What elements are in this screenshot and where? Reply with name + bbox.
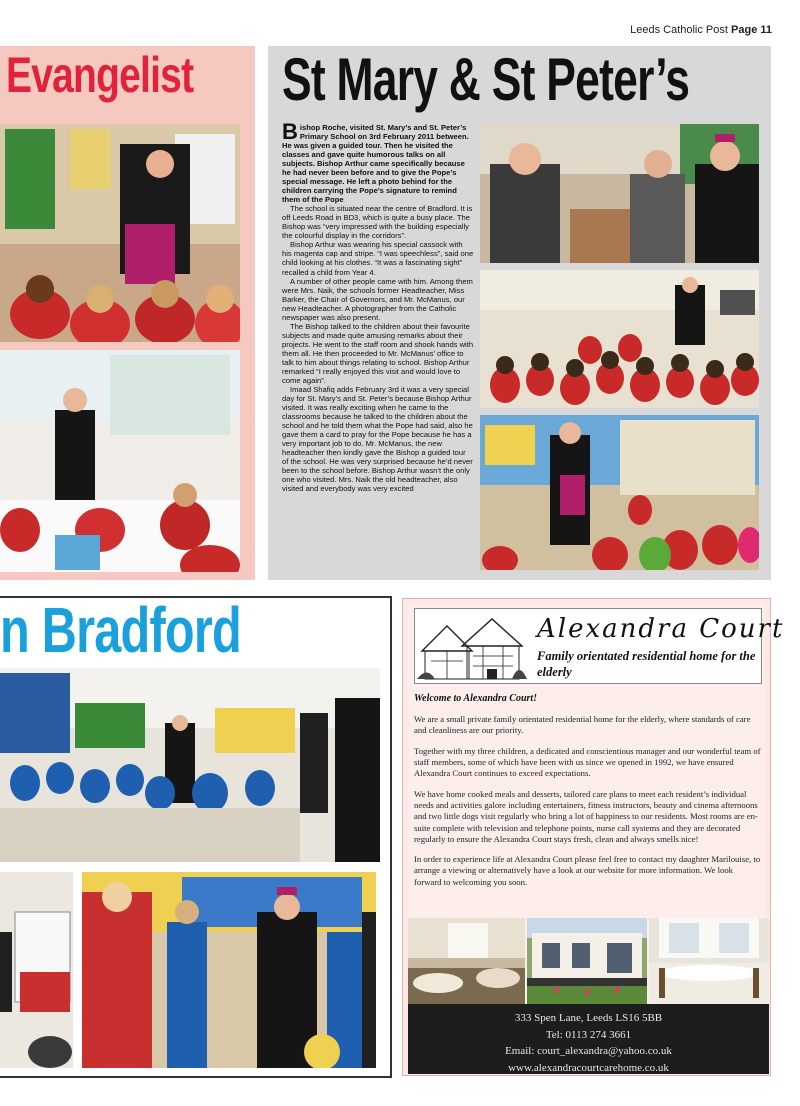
article-lead-text: ishop Roche, visited St. Mary’s and St. Peter’s Primary School on 3rd February 2011 between. He was given a guided tour. Then he visited the classes and gave quite humorous talks on all subjects. Bishop Arthur came specifically because he had never been before and to give the Pope’s special message. He left a photo behind for the children carrying the Pope’s signature to remind them of the Pope bbox=[282, 123, 469, 205]
care-home-lounge-photo bbox=[408, 918, 525, 1004]
advert-contact bbox=[408, 1004, 769, 1074]
article-paragraph: The school is situated near the centre of Bradford. It is off Leeds Road in BD3, which is quite a busy place. The Bishop was “very impressed with the building especially the colourful display in the corridors”. bbox=[282, 204, 473, 241]
article-paragraph: The Bishop talked to the children about their favourite subjects and made quite amusing remarks about their projects. He went to the staff room and shook hands with them all. He then proceeded to Mr. McManus’ office to talk to him about things relating to school. Bishop Arthur remarked “I really enjoyed this visit and would love to come again”. bbox=[282, 321, 474, 385]
house-sketch-icon bbox=[417, 611, 527, 681]
article-body bbox=[282, 123, 474, 573]
advert-paragraph: In order to experience life at Alexandra Court please feel free to contact my daughter Marilouise, to arrange a viewing or alternatively have a look at our website for more information. We look forward to welcoming you soon. bbox=[414, 854, 761, 887]
advert-paragraph: We are a small private family orientated residential home for the elderly, where standards of care and cleanliness are our priority. bbox=[414, 714, 751, 736]
advert-paragraph: Together with my three children, a dedicated and conscientious manager and our wonderful team of staff members, some of which have been with us since we opened in 1992, we have ensured Alexandra Court continues to exceed expectations. bbox=[414, 745, 761, 779]
advert-phone[interactable]: Tel: 0113 274 3661 bbox=[545, 1028, 632, 1041]
care-home-dining-photo bbox=[649, 918, 769, 1004]
advert-brand: Alexandra Court bbox=[537, 614, 785, 644]
teacher-presentation-photo bbox=[0, 872, 73, 1068]
article-paragraph: Imaad Shafiq adds February 3rd it was a very special day for St. Mary’s and St. Peter’s because Bishop Arthur visited. It was really exciting when he came to the classrooms because he talked to the children about the school and he told them what the Pope had said, also he gave them a card to pray for the Pope because he has a very important job to do. Mr. McManus, the new headteacher then kindly gave the Bishop a guided tour of the school. He was very surprised because he’d never been to the school before. Bishop Arthur wasn’t the only one who visited. Mrs. Naik the old headteacher, also visited and everybody was very excited bbox=[282, 384, 473, 494]
article-lead bbox=[282, 123, 474, 204]
classroom-visit-photo bbox=[0, 668, 380, 862]
bishop-storytime-photo bbox=[480, 415, 759, 570]
advert-tagline: Family orientated residential home for the elderly bbox=[537, 649, 756, 680]
classroom-teacher-photo bbox=[0, 350, 240, 572]
bishop-with-pupils-photo bbox=[82, 872, 376, 1068]
left-headline: Evangelist bbox=[6, 47, 194, 103]
article-paragraph: A number of other people came with him. Among them were Mrs. Naik, the schools former Headteacher, Miss Barker, the Chair of Governors, and Mr. McManus, our new Headteacher. A photographer from the Catholic newspaper was also present. bbox=[282, 276, 473, 322]
advert-address: 333 Spen Lane, Leeds LS16 5BB bbox=[514, 1012, 663, 1024]
bishop-seated-photo bbox=[0, 124, 240, 342]
publication-name: Leeds Catholic Post bbox=[630, 24, 728, 36]
article-headline: St Mary & St Peter’s bbox=[282, 46, 690, 113]
bishop-with-class-photo bbox=[480, 270, 759, 408]
advert-email[interactable]: Email: court_alexandra@yahoo.co.uk bbox=[505, 1045, 672, 1057]
care-home-exterior-photo bbox=[527, 918, 647, 1004]
advert-website[interactable]: www.alexandracourtcarehome.co.uk bbox=[508, 1061, 669, 1074]
bishop-greeting-staff-photo bbox=[480, 124, 759, 263]
advert-paragraph: We have home cooked meals and desserts, tailored care plans to meet each resident’s individual needs and activities galore including entertainers, fitness instructors, beauty and cinema afternoons and two little dogs visit regularly who bring a lot of happiness to our residents. Most rooms are en-suite complete with television and telephone points, nurse call systems and they are decorated regularly to ensure the Alexandra Court stays fresh, clean and always smells nice! bbox=[414, 788, 758, 844]
bradford-headline: n Bradford bbox=[0, 594, 241, 666]
page-header bbox=[630, 24, 772, 36]
advert-body bbox=[414, 692, 762, 897]
page-number: Page 11 bbox=[731, 24, 772, 36]
advert-welcome: Welcome to Alexandra Court! bbox=[414, 693, 538, 704]
article-paragraph: Bishop Arthur was wearing his special cassock with his magenta cap and stripe. “I was speechless”, said one child looking at his clothes. “It was a fascinating sight” recalled a child from Year 4. bbox=[282, 240, 474, 277]
drop-cap: B bbox=[282, 123, 298, 144]
